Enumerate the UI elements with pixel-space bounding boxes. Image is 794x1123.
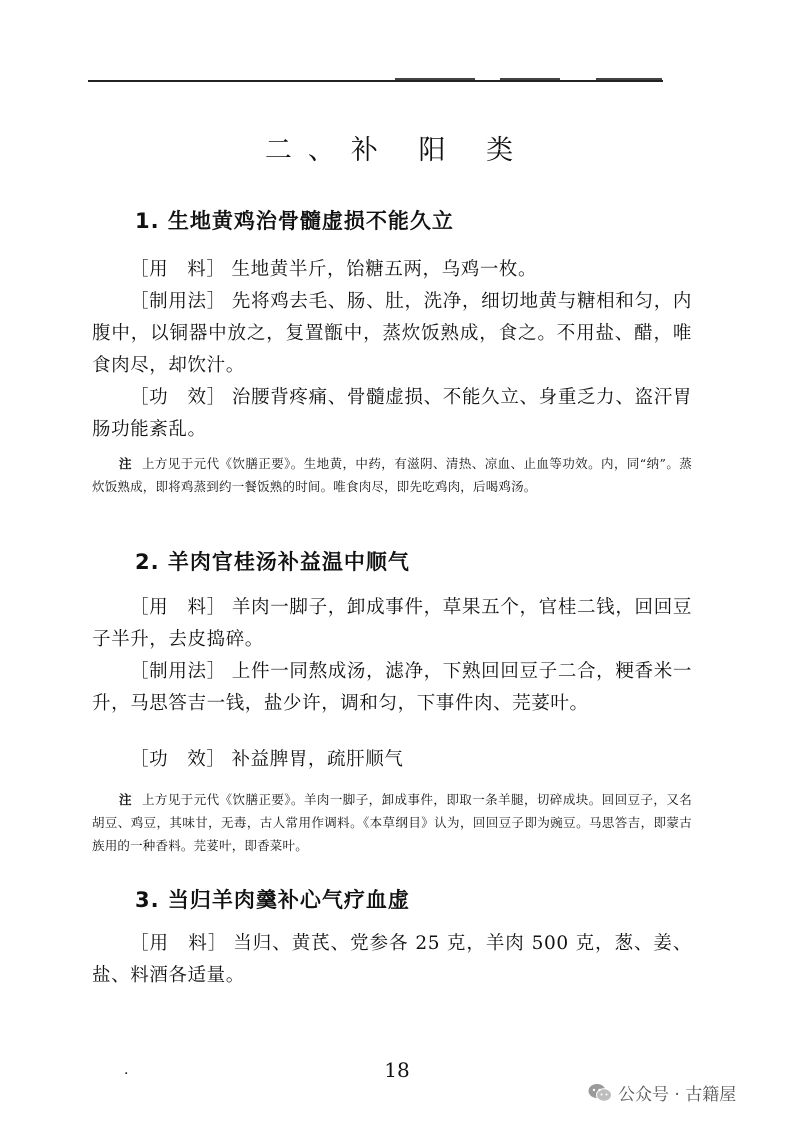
ingredients-text: 生地黄半斤，饴糖五两，乌鸡一枚。 bbox=[231, 259, 538, 280]
header-rule-dash bbox=[395, 78, 475, 80]
effect-text: 治腰背疼痛、骨髓虚损、不能久立、身重乏力、盗汗胃肠功能紊乱。 bbox=[92, 387, 692, 440]
recipe-note bbox=[92, 788, 692, 857]
method-label: ［制用法］ bbox=[130, 291, 226, 312]
effect-label: ［功 效］ bbox=[130, 387, 226, 408]
recipe-method bbox=[92, 286, 692, 382]
recipe-note bbox=[92, 452, 692, 498]
method-label: ［制用法］ bbox=[130, 661, 226, 682]
note-text: 上方见于元代《饮膳正要》。羊肉一脚子，卸成事件，即取一条羊腿，切碎成块。回回豆子，又名胡豆、鸡豆，其味甘，无毒，古人常用作调料。《本草纲目》认为，回回豆子即为豌豆。马思答吉，即蒙古族用的一种香料。芫荽叶，即香菜叶。 bbox=[92, 792, 692, 853]
effect-label: ［功 效］ bbox=[130, 749, 226, 770]
header-rule-dash bbox=[596, 78, 662, 80]
wechat-icon bbox=[588, 1083, 612, 1103]
ingredients-label: ［用 料］ bbox=[130, 597, 226, 618]
ingredients-text: 当归、黄芪、党参各 25 克，羊肉 500 克，葱、姜、盐、料酒各适量。 bbox=[92, 933, 692, 986]
page-number: 18 bbox=[384, 1058, 410, 1082]
recipe-heading: 1. 生地黄鸡治骨髓虚损不能久立 bbox=[135, 209, 454, 233]
recipe-ingredients bbox=[92, 928, 692, 992]
recipe-ingredients bbox=[92, 254, 692, 286]
watermark-text: 公众号 · 古籍屋 bbox=[618, 1085, 737, 1105]
header-rule bbox=[88, 80, 663, 82]
note-text: 上方见于元代《饮膳正要》。生地黄，中药，有滋阴、清热、凉血、止血等功效。内，同“纳”。蒸炊饭熟成，即将鸡蒸到约一餐饭熟的时间。唯食肉尽，即先吃鸡肉，后喝鸡汤。 bbox=[92, 456, 692, 494]
header-rule-dash bbox=[500, 78, 560, 80]
recipe-method bbox=[92, 656, 692, 720]
effect-text: 补益脾胃，疏肝顺气 bbox=[231, 749, 404, 770]
recipe-heading: 2. 羊肉官桂汤补益温中顺气 bbox=[135, 550, 410, 574]
ingredients-text: 羊肉一脚子，卸成事件，草果五个，官桂二钱，回回豆子半升，去皮捣碎。 bbox=[92, 597, 692, 650]
note-label: 注 bbox=[119, 456, 132, 471]
watermark bbox=[588, 1080, 736, 1105]
ingredients-label: ［用 料］ bbox=[130, 933, 228, 954]
method-text: 先将鸡去毛、肠、肚，洗净，细切地黄与糖相和匀，内腹中，以铜器中放之，复置甑中，蒸炊饭熟成，食之。不用盐、醋，唯食肉尽，却饮汁。 bbox=[92, 291, 692, 376]
ingredients-label: ［用 料］ bbox=[130, 259, 226, 280]
recipe-ingredients bbox=[92, 592, 692, 656]
recipe-effect bbox=[92, 744, 692, 776]
recipe-effect bbox=[92, 382, 692, 446]
method-text: 上件一同熬成汤，滤净，下熟回回豆子二合，粳香米一升，马思答吉一钱，盐少许，调和匀，下事件肉、芫荽叶。 bbox=[92, 661, 692, 714]
recipe-heading: 3. 当归羊肉羹补心气疗血虚 bbox=[135, 888, 410, 912]
section-title: 二、补 阳 类 bbox=[264, 135, 530, 166]
footer-dot: . bbox=[124, 1062, 129, 1078]
note-label: 注 bbox=[119, 792, 132, 807]
